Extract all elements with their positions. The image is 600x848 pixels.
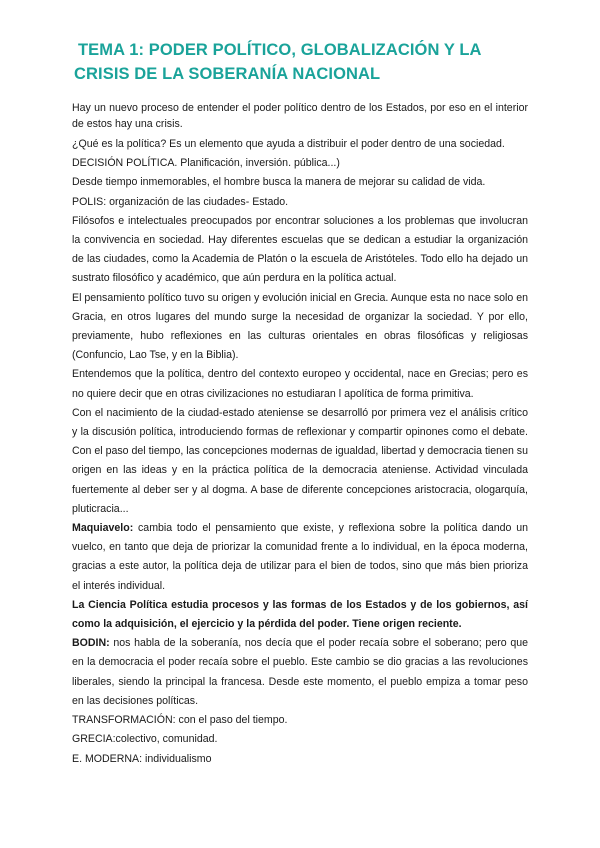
paragraph-what-is-politics: ¿Qué es la política? Es un elemento que ayuda a distribuir el poder dentro de una sociedad. bbox=[72, 138, 505, 150]
maquiavelo-text: cambia todo el pensamiento que existe, y reflexiona sobre la política dando un vuelco, en tanto que deja de priorizar la comunidad frente a lo individual, en la época moderna, gracias a este autor, la política deja de utilizar para el bien de todos, sino que más bien prioriza el interés individual. bbox=[72, 522, 528, 592]
paragraph-greek-origin: El pensamiento político tuvo su origen y evolución inicial en Grecia. Aunque esta no nace solo en Gracia, en otros lugares del mundo surge la necesidad de organizar la sociedad. Y por ello, previamente, hubo reflexiones en las culturas orientales en obras filosóficas y religiosas (Confuncio, Lao Tse, y en la Biblia). bbox=[72, 291, 528, 362]
paragraph-polis: POLIS: organización de las ciudades- Estado. bbox=[72, 195, 289, 208]
maquiavelo-label: Maquiavelo: bbox=[72, 522, 134, 535]
paragraph-bodin bbox=[72, 634, 528, 711]
paragraph-grecia: GRECIA:colectivo, comunidad. bbox=[72, 733, 218, 746]
paragraph-transformation: TRANSFORMACIÓN: con el paso del tiempo. bbox=[72, 714, 288, 727]
paragraph-intro: Hay un nuevo proceso de entender el poder político dentro de los Estados, por eso en el interior de estos hay una crisis. bbox=[72, 102, 528, 130]
title-line-1: TEMA 1: PODER POLÍTICO, GLOBALIZACIÓN Y LA bbox=[78, 41, 482, 59]
paragraph-philosophers: Filósofos e intelectuales preocupados por encontrar soluciones a los problemas que involucran la convivencia en sociedad. Hay diferentes escuelas que se dedican a estudiar la organización de las ciudades, como la Academia de Platón o la escuela de Aristóteles. Todo ello ha dejado un sustrato filosófico y académico, que aún perdura en la política actual. bbox=[72, 214, 528, 285]
paragraph-athens: Con el nacimiento de la ciudad-estado ateniense se desarrolló por primera vez el análisis crítico y la discusión política, introduciendo formas de reflexionar y compartir opinones como el debate. Con el paso del tiempo, las concepciones modernas de igualdad, libertad y democracia tienen su origen en las ideas y en la práctica política de la democracia ateniense. Actividad vinculada fuertemente al deber ser y al dogma. A base de diferente concepciones aristocracia, ologarquía, pluticracia... bbox=[72, 406, 528, 515]
document-title bbox=[74, 38, 528, 86]
document-body bbox=[72, 100, 528, 769]
paragraph-political-science: La Ciencia Política estudia procesos y las formas de los Estados y de los gobiernos, así como la adquisición, el ejercicio y la pérdida del poder. Tiene origen reciente. bbox=[72, 598, 528, 631]
bodin-label: BODIN: bbox=[72, 637, 110, 650]
paragraph-european-context: Entendemos que la política, dentro del contexto europeo y occidental, nace en Grecias; pero es no quiere decir que en otras civilizaciones no estudiaran l apolítica de forma primitiva. bbox=[72, 368, 528, 400]
paragraph-since-ancient-times: Desde tiempo inmemorables, el hombre busca la manera de mejorar su calidad de vida. bbox=[72, 176, 486, 189]
bodin-text: nos habla de la soberanía, nos decía que el poder recaía sobre el soberano; pero que en la democracia el poder recaía sobre el pueblo. Este cambio se dio gracias a las revoluciones liberales, siendo la principal la francesa. Desde este momento, el pueblo empiza a tomar peso en las decisiones políticas. bbox=[72, 637, 528, 707]
title-line-2: CRISIS DE LA SOBERANÍA NACIONAL bbox=[74, 65, 381, 83]
paragraph-maquiavelo bbox=[72, 519, 528, 596]
paragraph-modern-age: E. MODERNA: individualismo bbox=[72, 752, 212, 765]
paragraph-political-decision: DECISIÓN POLÍTICA. Planificación, inversión. pública...) bbox=[72, 157, 340, 170]
